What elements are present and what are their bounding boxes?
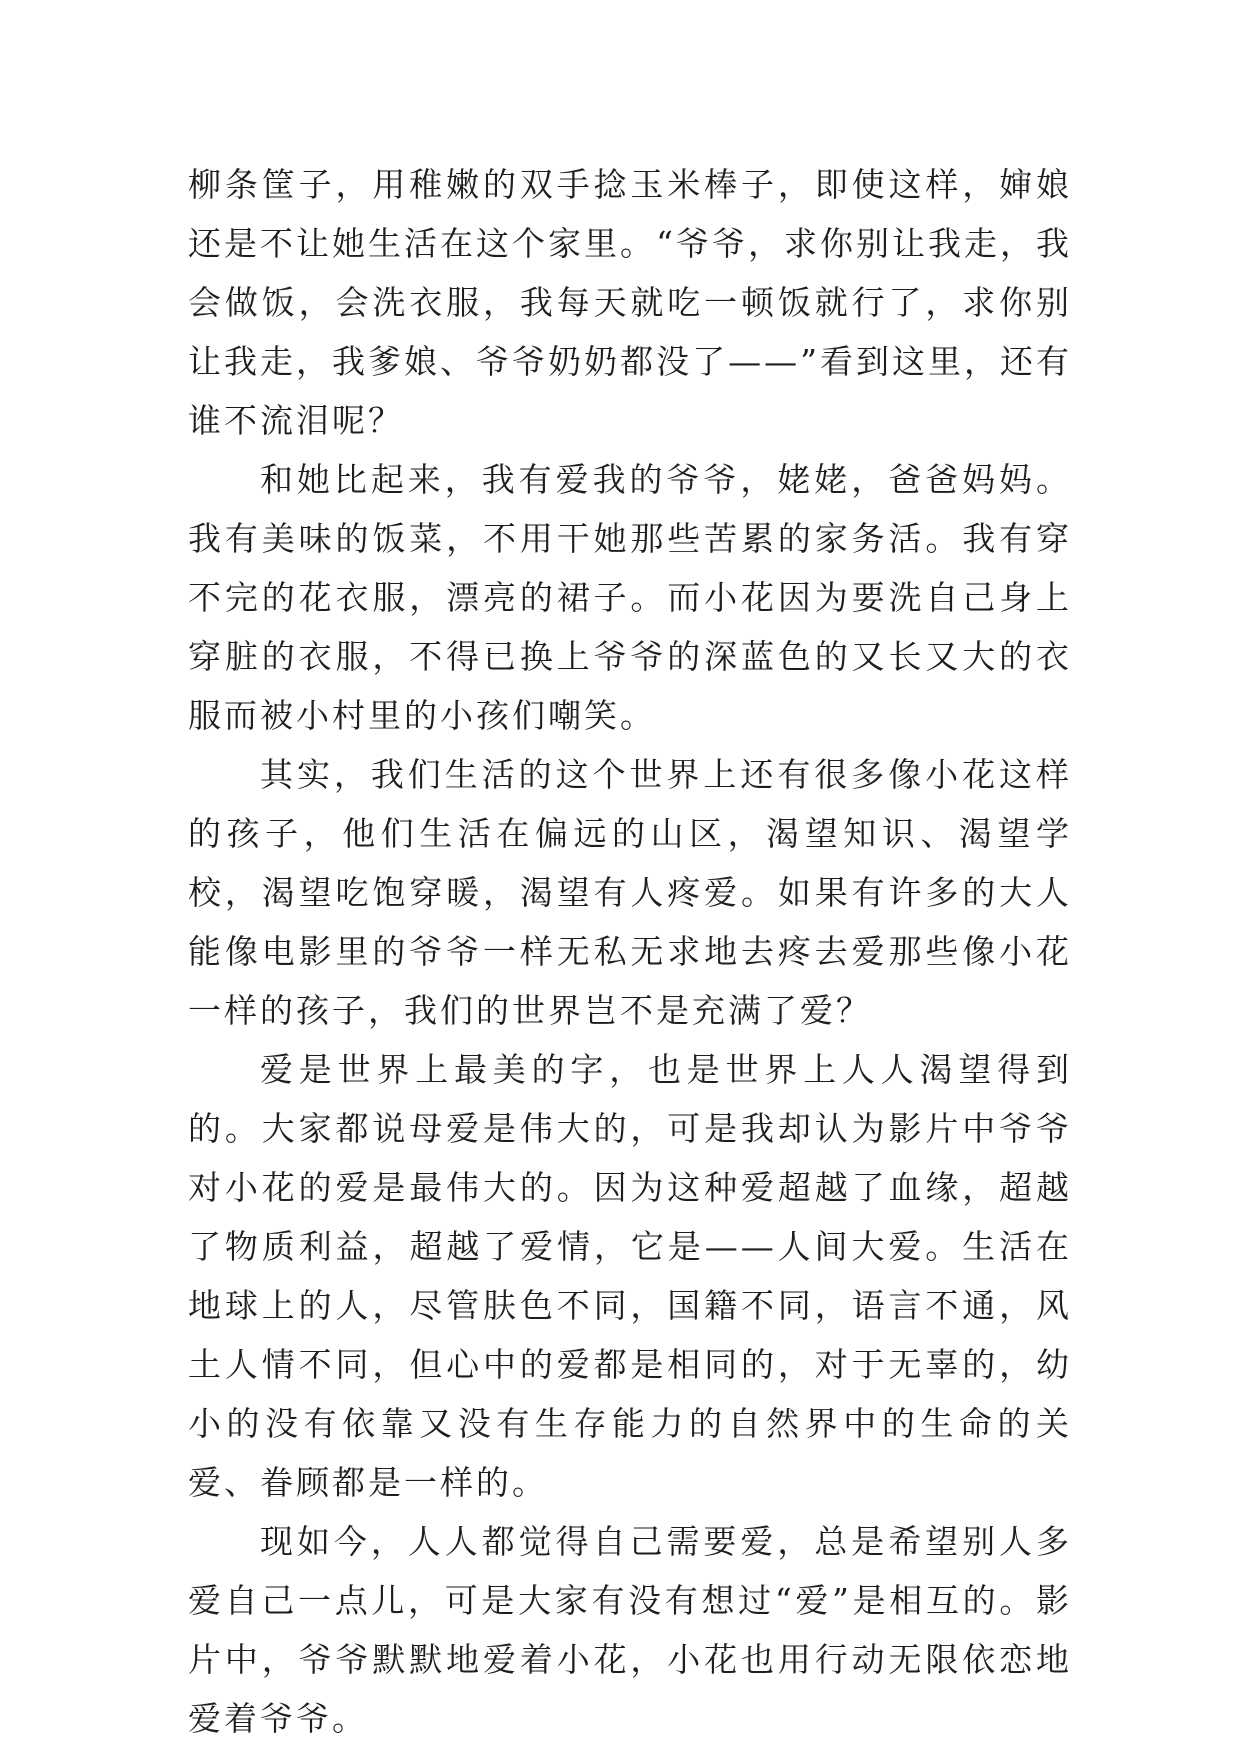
paragraph-4: 爱是世界上最美的字，也是世界上人人渴望得到的。大家都说母爱是伟大的，可是我却认为影片中爷爷对小花的爱是最伟大的。因为这种爱超越了血缘，超越了物质利益，超越了爱情，它是——人间大爱。生活在地球上的人，尽管肤色不同，国籍不同，语言不通，风土人情不同，但心中的爱都是相同的，对于无辜的，幼小的没有依靠又没有生存能力的自然界中的生命的关爱、眷顾都是一样的。 <box>188 1050 1072 1502</box>
body-text <box>188 155 1072 1748</box>
paragraph-3: 其实，我们生活的这个世界上还有很多像小花这样的孩子，他们生活在偏远的山区，渴望知识、渴望学校，渴望吃饱穿暖，渴望有人疼爱。如果有许多的大人能像电影里的爷爷一样无私无求地去疼去爱那些像小花一样的孩子，我们的世界岂不是充满了爱？ <box>188 755 1072 1030</box>
paragraph-2: 和她比起来，我有爱我的爷爷，姥姥，爸爸妈妈。我有美味的饭菜，不用干她那些苦累的家务活。我有穿不完的花衣服，漂亮的裙子。而小花因为要洗自己身上穿脏的衣服，不得已换上爷爷的深蓝色的又长又大的衣服而被小村里的小孩们嘲笑。 <box>188 460 1072 735</box>
paragraph-5: 现如今，人人都觉得自己需要爱，总是希望别人多爱自己一点儿，可是大家有没有想过“爱”是相互的。影片中，爷爷默默地爱着小花，小花也用行动无限依恋地爱着爷爷。 <box>188 1522 1072 1738</box>
paragraph-1: 柳条筐子，用稚嫩的双手捻玉米棒子，即使这样，婶娘还是不让她生活在这个家里。“爷爷，求你别让我走，我会做饭，会洗衣服，我每天就吃一顿饭就行了，求你别让我走，我爹娘、爷爷奶奶都没了——”看到这里，还有谁不流泪呢？ <box>188 165 1072 440</box>
